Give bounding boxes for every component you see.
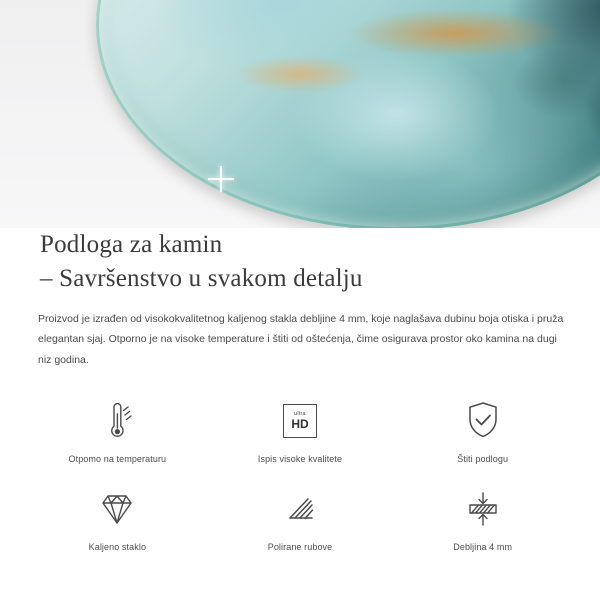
feature-label: Štiti podlogu: [457, 454, 509, 464]
polished-edges-icon: [278, 486, 322, 532]
feature-label: Polirane rubove: [267, 542, 333, 552]
feature-item: [391, 392, 574, 464]
feature-item: [209, 480, 392, 552]
thickness-arrows-icon: [461, 486, 505, 532]
feature-item: [26, 480, 209, 552]
glass-plate-image: [96, 0, 600, 228]
feature-label: Kaljeno staklo: [88, 542, 147, 552]
badge-small-text: ultra: [294, 410, 306, 417]
shield-check-icon: [461, 398, 505, 444]
feature-item: [26, 392, 209, 464]
feature-item: [209, 392, 392, 464]
description-paragraph: Proizvod je izrađen od visokokvalitetnog kaljenog stakla debljine 4 mm, koje naglašava dubinu boja otiska i pruža elegantan sjaj. Otporno je na visoke temperature i štiti od oštećenja, čime osigurava prostor oko kamina na dugi niz godina.: [38, 313, 564, 366]
page-title: [0, 228, 600, 295]
headline-line-2: – Savršenstvo u svakom detalju: [40, 264, 363, 292]
feature-label: Otpomo na temperaturu: [68, 454, 167, 464]
headline-line-1: Podloga za kamin: [40, 231, 223, 258]
feature-grid: [0, 392, 600, 552]
badge-big-text: HD: [291, 417, 309, 432]
thermometer-icon: [95, 398, 139, 444]
feature-label: Ispis visoke kvalitete: [257, 454, 343, 464]
feature-item: [391, 480, 574, 552]
description-content: [0, 228, 600, 370]
feature-label: Debljina 4 mm: [453, 542, 513, 552]
ultra-hd-badge-icon: [283, 398, 317, 444]
hero-image: [0, 0, 600, 228]
diamond-icon: [95, 486, 139, 532]
